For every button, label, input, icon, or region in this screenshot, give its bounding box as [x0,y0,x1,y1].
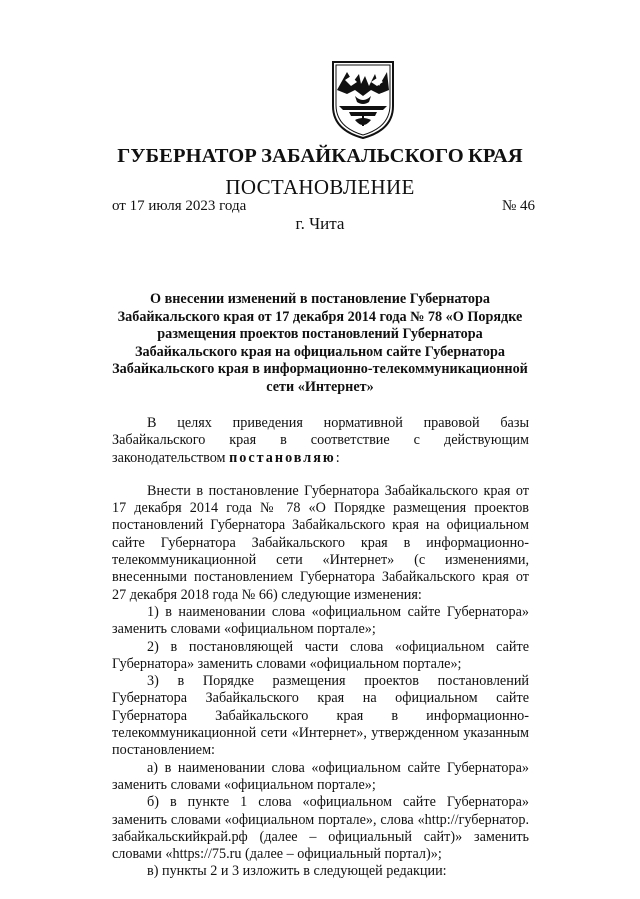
document-city: г. Чита [295,214,345,233]
coat-of-arms-eagle-icon [325,60,401,140]
document-number: № 46 [501,198,535,214]
body-paragraph: б) в пункте 1 слова «официальном сайте Губернатора» заменить словами «официальном портале», слова «http://губернатор. забайкальскийкрай.рф (далее – официальный сайт)» заменить словами «https://75.ru (далее – официальный портал)»; [112,794,529,863]
governor-heading: ГУБЕРНАТОР ЗАБАЙКАЛЬСКОГО КРАЯ [117,145,523,167]
body-paragraph: 2) в постановляющей части слова «официальном сайте Губернатора» заменить словами «официальном портале»; [112,638,529,672]
preamble-text: В целях приведения нормативной правовой базы Забайкальского края в соответствие с действующим законодательством [112,415,529,466]
document-type: ПОСТАНОВЛЕНИЕ [225,175,415,199]
body-paragraph: 3) в Порядке размещения проектов постановлений Губернатора Забайкальского края на официальном сайте Губернатора Забайкальского края в информационно-телекоммуникационной сети «Интернет», утвержденном указанным постановлением: [112,673,529,759]
body-paragraph: Внести в постановление Губернатора Забайкальского края от 17 декабря 2014 года № 78 «О Порядке размещения проектов постановлений Губернатора Забайкальского края на официальном сайте Губернатора Забайкальского края в информационно-телекоммуникационной сети «Интернет» (с изменениями, внесенными постановлением Губернатора Забайкальского края от 27 декабря 2018 года № 66) следующие изменения: [112,482,529,603]
document-body [112,415,529,881]
body-paragraph: в) пункты 2 и 3 изложить в следующей редакции: [147,863,447,880]
decree-word: постановляю [229,449,336,466]
body-paragraph: а) в наименовании слова «официальном сайте Губернатора» заменить словами «официальном портале»; [112,759,529,793]
document-title: О внесении изменений в постановление Губернатора Забайкальского края от 17 декабря 2014 года № 78 «О Порядке размещения проектов постановлений Губернатора Забайкальского края на официальном сайте Губернатора Забайкальского края в информационно-телекоммуникационной сети «Интернет» [112,291,528,395]
decree-punctuation: : [335,449,340,466]
document-date: от 17 июля 2023 года [112,198,247,214]
preamble-paragraph [112,415,529,467]
body-paragraph: 1) в наименовании слова «официальном сайте Губернатора» заменить словами «официальном портале»; [112,603,529,638]
